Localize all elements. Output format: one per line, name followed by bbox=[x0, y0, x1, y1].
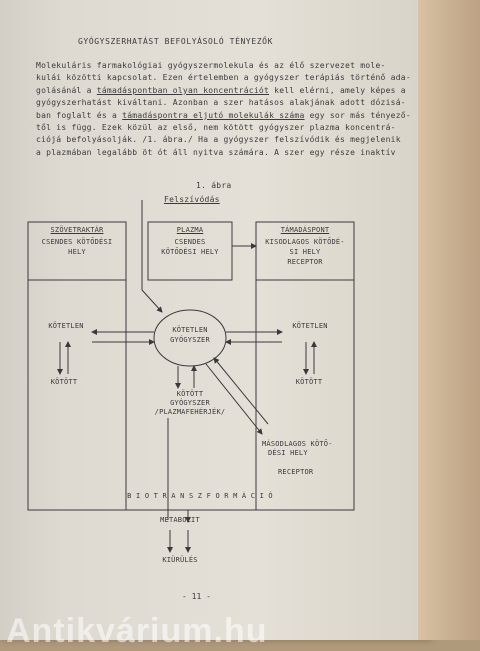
receptor-label: RECEPTOR bbox=[278, 468, 314, 476]
figure-title: 1. ábra bbox=[196, 181, 232, 190]
center-free-label: KÖTETLEN bbox=[172, 326, 208, 334]
paragraph-line: ban foglalt és a támadáspontra eljutó molekulák száma egy sor más tényező- bbox=[36, 110, 411, 120]
left-free-label: KÖTETLEN bbox=[48, 322, 84, 330]
metabolite-label: METABOLIT bbox=[160, 516, 200, 524]
page-number: - 11 - bbox=[182, 592, 211, 601]
left-frame bbox=[28, 280, 126, 510]
target-line3: RECEPTOR bbox=[287, 258, 323, 266]
tissue-store-line2: HELY bbox=[68, 248, 86, 256]
paragraph-line: kulái közötti kapcsolat. Ezen értelemben a gyógyszer terápiás történő ada- bbox=[36, 73, 411, 83]
secondary-binding-label2: DÉSI HELY bbox=[268, 449, 308, 457]
target-line1: KISODLAGOS KÖTŐDÉ- bbox=[265, 238, 345, 246]
paragraph-line: Molekuláris farmakológiai gyógyszermolekula és az élő szervezet mole- bbox=[36, 61, 386, 70]
plasma-line1: CSENDES bbox=[174, 238, 206, 246]
section-heading: GYÓGYSZERHATÁST BEFOLYÁSOLÓ TÉNYEZŐK bbox=[78, 37, 273, 46]
tissue-store-line1: CSENDES KÖTŐDÉSI bbox=[41, 238, 113, 246]
bound-drug-label1: KÖTÖTT bbox=[176, 390, 204, 398]
paragraph-line: től is függ. Ezek közül az első, nem kötött gyógyszer plazma koncentrá- bbox=[36, 122, 396, 132]
excretion-label: KIÜRÜLÉS bbox=[162, 556, 198, 564]
plasma-title: PLAZMA bbox=[176, 226, 204, 234]
paragraph-line: golásánál a támadáspontban olyan koncentrációt kell elérni, amely képes a bbox=[36, 85, 406, 95]
left-bound-label: KÖTÖTT bbox=[50, 378, 78, 386]
paragraph-line: ciójá befolyásolják. /1. ábra./ Ha a gyógyszer felszívódik és megjelenik bbox=[36, 135, 401, 145]
biotransformation-label: B I O T R A N S Z F O R M Á C I Ó bbox=[127, 492, 273, 500]
paragraph-line: a plazmában legalább öt ót áll nyitva számára. A szer egy része inaktív bbox=[36, 147, 396, 157]
figure-subtitle: Felszívódás bbox=[164, 195, 220, 204]
plasma-line2: KÖTŐDÉSI HELY bbox=[161, 248, 219, 256]
tissue-store-title: SZÖVETRAKTÁR bbox=[50, 226, 104, 234]
right-bound-label: KÖTÖTT bbox=[295, 378, 323, 386]
target-title: TÁMADÁSPONT bbox=[280, 226, 330, 234]
right-free-label: KÖTETLEN bbox=[292, 322, 328, 330]
target-line2: SI HELY bbox=[289, 248, 321, 256]
paragraph-line: gyógyszerhatást kiváltani. Azonban a szer hatásos alakjának adott dózisá- bbox=[36, 98, 406, 108]
watermark-logo: Antikvárium.hu bbox=[6, 612, 268, 650]
bound-drug-label2: GYÓGYSZER bbox=[170, 399, 210, 407]
center-drug-label: GYÓGYSZER bbox=[170, 336, 210, 344]
secondary-binding-label1: MÁSODLAGOS KÖTŐ- bbox=[262, 440, 333, 448]
bound-drug-label3: /PLAZMAFEHÉRJÉK/ bbox=[154, 408, 226, 416]
